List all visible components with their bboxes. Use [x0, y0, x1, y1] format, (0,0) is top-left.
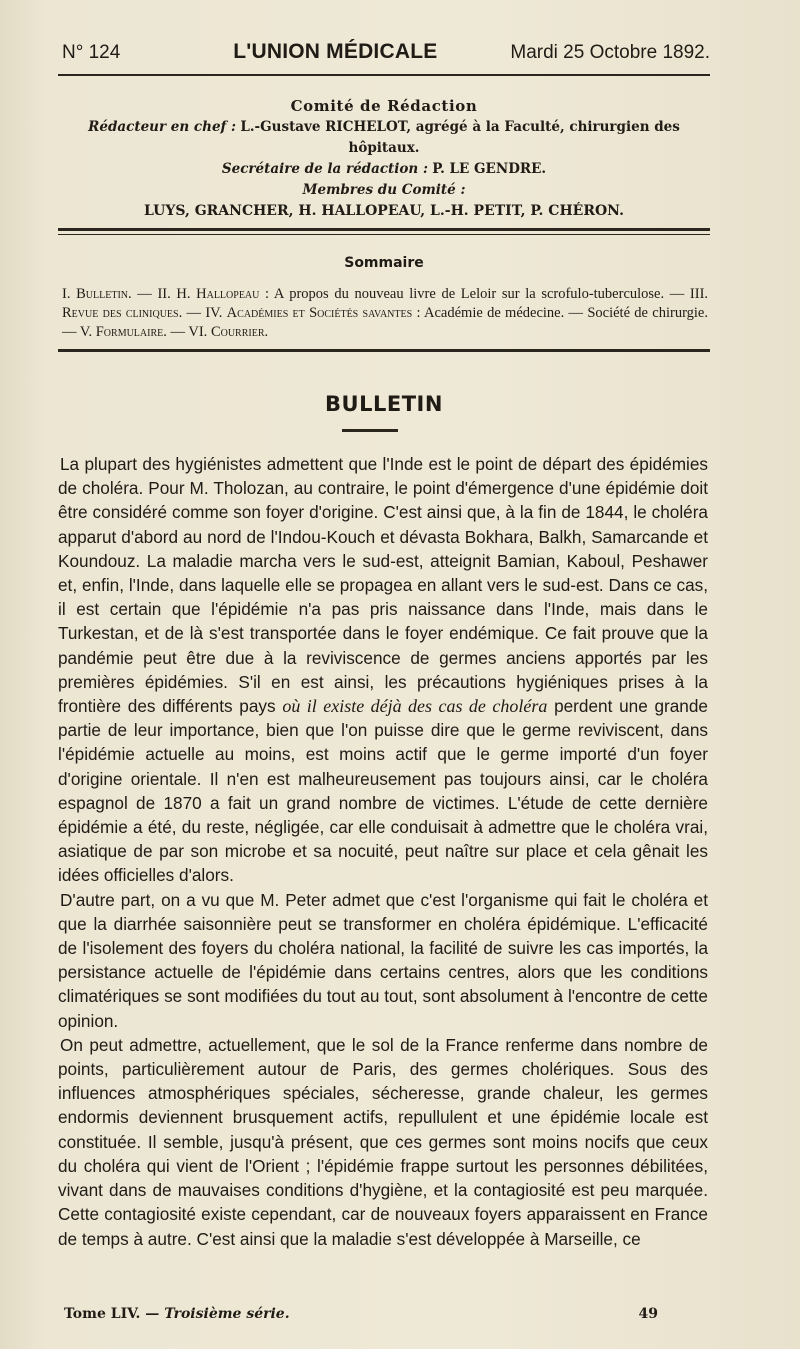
editor-label: Rédacteur en chef :	[88, 119, 237, 135]
summary-text: I. Bulletin. — II. H. Hallopeau : A propos du nouveau livre de Leloir sur la scrofulo-tuberculose. — III. Revue des cliniques. — IV. Académies et Sociétés savantes : Académie de médecine. — Société de chirurgie. — V. Formulaire. — VI. Courrier.	[62, 286, 709, 340]
secretary-name: P. LE GENDRE.	[432, 161, 547, 177]
bulletin-body	[58, 452, 708, 1251]
bulletin-heading: BULLETIN	[325, 392, 443, 416]
secretary-label: Secrétaire de la rédaction :	[221, 161, 428, 177]
committee-title: Comité de Rédaction	[290, 97, 478, 115]
committee-rule	[58, 228, 710, 231]
bulletin-underline	[342, 429, 398, 432]
members-list: LUYS, GRANCHER, H. HALLOPEAU, L.-H. PETIT, P. CHÉRON.	[144, 203, 624, 219]
volume-info: Tome LIV. — Troisième série.	[64, 1306, 290, 1322]
journal-title: L'UNION MÉDICALE	[233, 40, 438, 63]
editor-in-chief-line	[58, 117, 710, 159]
summary-item-bulletin: Bulletin.	[76, 286, 132, 302]
page-footer	[64, 1306, 658, 1322]
paragraph-2: D'autre part, on a vu que M. Peter admet que c'est l'organisme qui fait le choléra et que la diarrhée saisonnière peut se transformer en choléra épidémique. L'efficacité de l'isolement des foyers du choléra national, la facilité de suivre les cas importés, la persistance actuelle de l'épidémie dans certains centres, alors que les conditions climatériques se sont modifiées du tout au tout, sont absolument à l'encontre de cette opinion.	[58, 889, 708, 1031]
summary-item-leloir: : A propos du nouveau livre de Leloir sur la scrofulo-tuberculose.	[259, 286, 665, 302]
issue-number: N° 124	[62, 42, 121, 63]
committee-rule-thin	[58, 234, 710, 235]
paragraph-1: La plupart des hygiénistes admettent que l'Inde est le point de départ des épidémies de choléra. Pour M. Tholozan, au contraire, le point d'émergence d'une épidémie doit être considéré comme son foyer d'origine. C'est ainsi que, à la fin de 1844, le choléra apparut d'abord au nord de l'Indou-Kouch et dévasta Bokhara, Balkh, Samarcande et Koundouz. La maladie marcha vers le sud-est, atteignit Bamian, Kaboul, Peshawer et, enfin, l'Inde, dans laquelle elle se propagea en allant vers le sud-est. Dans ce cas, il est certain que l'épidémie n'a pas pris naissance dans l'Inde, mais dans le Turkestan, et de là s'est transportée dans le foyer endémique. Ce fait prouve que la pandémie peut être due à la reviviscence de germes anciens apportés par les premières épidémies. S'il en est ainsi, les précautions hygiéniques prises à la frontière des différents pays où il existe déjà des cas de choléra perdent une grande partie de leur importance, bien que l'on puisse dire que le germe reviviscent, dans l'épidémie actuelle au moins, est moins actif que le germe importé d'un foyer d'origine orientale. Il n'en est malheureusement pas toujours ainsi, car le choléra espagnol de 1870 a fait un grand nombre de victimes. L'étude de cette dernière épidémie a été, du reste, négligée, car elle conduisait à admettre que le choléra vrai, asiatique de par son microbe et sa nocuité, peut naître sur place et cela gênait les idées officielles d'alors.	[58, 454, 708, 886]
summary-item-courrier: Courrier.	[210, 324, 269, 340]
summary-item-academies: Académies et Sociétés savantes	[226, 305, 413, 321]
running-header	[62, 40, 710, 64]
italic-phrase: où il existe déjà des cas de choléra	[282, 696, 548, 717]
secretary-line	[58, 159, 710, 180]
summary-title: Sommaire	[344, 255, 424, 271]
paragraph-3: On peut admettre, actuellement, que le sol de la France renferme dans nombre de points, particulièrement autour de Paris, des germes cholériques. Sous des influences atmosphériques spéciales, sécheresse, grande chaleur, les germes endormis deviennent brusquement actifs, repullulent et une épidémie locale est constituée. Il semble, jusqu'à présent, que ces germes sont moins nocifs que ceux du choléra qui vient de l'Orient ; l'épidémie frappe surtout les personnes débilitées, vivant dans de mauvaises conditions d'hygiène, et la contagiosité est peu marquée. Cette contagiosité existe cependant, car de nouveaux foyers apparaissent en France de temps à autre. C'est ainsi que la maladie s'est développée à Marseille, ce	[58, 1034, 708, 1249]
summary-item-revue: Revue des cliniques.	[62, 305, 183, 321]
summary-author: Hallopeau	[196, 286, 260, 302]
header-rule	[58, 74, 710, 76]
summary-item-formulaire: Formulaire.	[95, 324, 167, 340]
page-number: 49	[638, 1306, 658, 1322]
summary-rule	[58, 349, 710, 352]
editorial-committee	[58, 96, 710, 222]
issue-date: Mardi 25 Octobre 1892.	[510, 42, 710, 63]
editor-name: L.-Gustave RICHELOT, agrégé à la Faculté, chirurgien des hôpitaux.	[240, 119, 680, 156]
members-label: Membres du Comité :	[302, 182, 466, 198]
